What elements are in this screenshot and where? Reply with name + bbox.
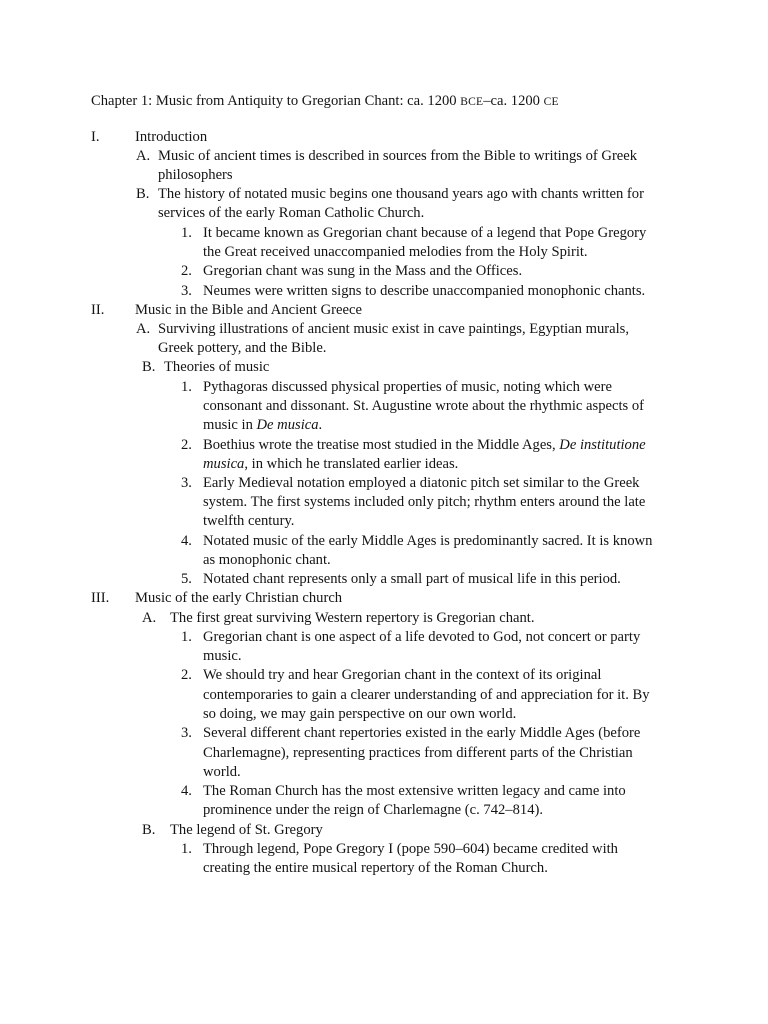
item-text: Theories of music xyxy=(164,359,270,375)
sub-item-text: creating the entire musical repertory of the Roman Church. xyxy=(203,860,548,876)
section-heading: Music of the early Christian church xyxy=(135,590,343,606)
sub-item-text: Notated chant represents only a small part of musical life in this period. xyxy=(203,571,621,587)
sub-item-text: Pythagoras discussed physical properties of music, noting which were xyxy=(203,379,612,395)
sub-item-text: music. xyxy=(203,648,242,664)
sub-item-text xyxy=(203,455,458,474)
sub-item-text: so doing, we may gain perspective on our own world. xyxy=(203,706,517,722)
item-text: Music of ancient times is described in sources from the Bible to writings of Greek xyxy=(158,148,638,164)
book-title-de-institutione: De institutione xyxy=(559,437,646,453)
title-middle: –ca. 1200 xyxy=(483,93,544,109)
sub-item-marker: 1. xyxy=(181,629,192,645)
item-text: Greek pottery, and the Bible. xyxy=(158,340,327,356)
sub-item-text-plain: , in which he translated earlier ideas. xyxy=(244,456,459,472)
sub-item-text-plain: . xyxy=(318,417,323,433)
sub-item-text: Early Medieval notation employed a diatonic pitch set similar to the Greek xyxy=(203,475,640,491)
sub-item-marker: 5. xyxy=(181,571,192,587)
title-bce: BCE xyxy=(460,96,484,108)
section-numeral: III. xyxy=(91,590,110,606)
sub-item-text: as monophonic chant. xyxy=(203,552,331,568)
sub-item-text xyxy=(203,436,646,455)
sub-item-marker: 2. xyxy=(181,437,192,453)
book-title-de-musica: De musica xyxy=(256,417,319,433)
sub-item-text: We should try and hear Gregorian chant in the context of its original xyxy=(203,667,602,683)
sub-item-text: prominence under the reign of Charlemagne (c. 742–814). xyxy=(203,802,543,818)
sub-item-text: contemporaries to gain a clearer understanding of and appreciation for it. By xyxy=(203,687,650,703)
sub-item-text: Neumes were written signs to describe unaccompanied monophonic chants. xyxy=(203,283,646,299)
section-heading: Music in the Bible and Ancient Greece xyxy=(135,302,362,318)
sub-item-text: the Great received unaccompanied melodies from the Holy Spirit. xyxy=(203,244,588,260)
sub-item-marker: 3. xyxy=(181,725,192,741)
item-text: philosophers xyxy=(158,167,233,183)
item-text: services of the early Roman Catholic Church. xyxy=(158,205,425,221)
sub-item-marker: 4. xyxy=(181,533,192,549)
sub-item-text: twelfth century. xyxy=(203,513,295,529)
sub-item-text: Gregorian chant was sung in the Mass and the Offices. xyxy=(203,263,523,279)
title-prefix: Chapter 1: Music from Antiquity to Gregorian Chant: ca. 1200 xyxy=(91,93,461,109)
item-text: The legend of St. Gregory xyxy=(170,822,323,838)
sub-item-marker: 1. xyxy=(181,225,192,241)
section-numeral: II. xyxy=(91,302,105,318)
sub-item-text: consonant and dissonant. St. Augustine wrote about the rhythmic aspects of xyxy=(203,398,644,414)
sub-item-marker: 2. xyxy=(181,667,192,683)
item-marker: A. xyxy=(142,610,157,626)
sub-item-text: Gregorian chant is one aspect of a life devoted to God, not concert or party xyxy=(203,629,641,645)
sub-item-marker: 4. xyxy=(181,783,192,799)
book-title-musica: musica xyxy=(203,456,245,472)
sub-item-text: Several different chant repertories existed in the early Middle Ages (before xyxy=(203,725,641,741)
chapter-title xyxy=(91,92,559,112)
sub-item-marker: 1. xyxy=(181,379,192,395)
item-marker: A. xyxy=(136,321,151,337)
sub-item-text-plain: Boethius wrote the treatise most studied in the Middle Ages, xyxy=(203,437,560,453)
sub-item-marker: 3. xyxy=(181,475,192,491)
sub-item-text xyxy=(203,416,322,435)
sub-item-text: The Roman Church has the most extensive written legacy and came into xyxy=(203,783,626,799)
item-marker: A. xyxy=(136,148,151,164)
item-marker: B. xyxy=(142,359,156,375)
sub-item-marker: 3. xyxy=(181,283,192,299)
sub-item-text-plain: music in xyxy=(203,417,257,433)
sub-item-text: Notated music of the early Middle Ages is predominantly sacred. It is known xyxy=(203,533,653,549)
section-heading: Introduction xyxy=(135,129,208,145)
item-text: The history of notated music begins one thousand years ago with chants written for xyxy=(158,186,644,202)
item-text: Surviving illustrations of ancient music exist in cave paintings, Egyptian murals, xyxy=(158,321,629,337)
sub-item-marker: 2. xyxy=(181,263,192,279)
sub-item-text: Through legend, Pope Gregory I (pope 590–604) became credited with xyxy=(203,841,618,857)
title-ce: CE xyxy=(543,96,559,108)
item-text: The first great surviving Western repertory is Gregorian chant. xyxy=(170,610,535,626)
item-marker: B. xyxy=(142,822,156,838)
item-marker: B. xyxy=(136,186,150,202)
sub-item-text: world. xyxy=(203,764,241,780)
sub-item-text: system. The first systems included only pitch; rhythm enters around the late xyxy=(203,494,646,510)
section-numeral: I. xyxy=(91,129,100,145)
sub-item-marker: 1. xyxy=(181,841,192,857)
sub-item-text: It became known as Gregorian chant because of a legend that Pope Gregory xyxy=(203,225,647,241)
sub-item-text: Charlemagne), representing practices from different parts of the Christian xyxy=(203,745,633,761)
